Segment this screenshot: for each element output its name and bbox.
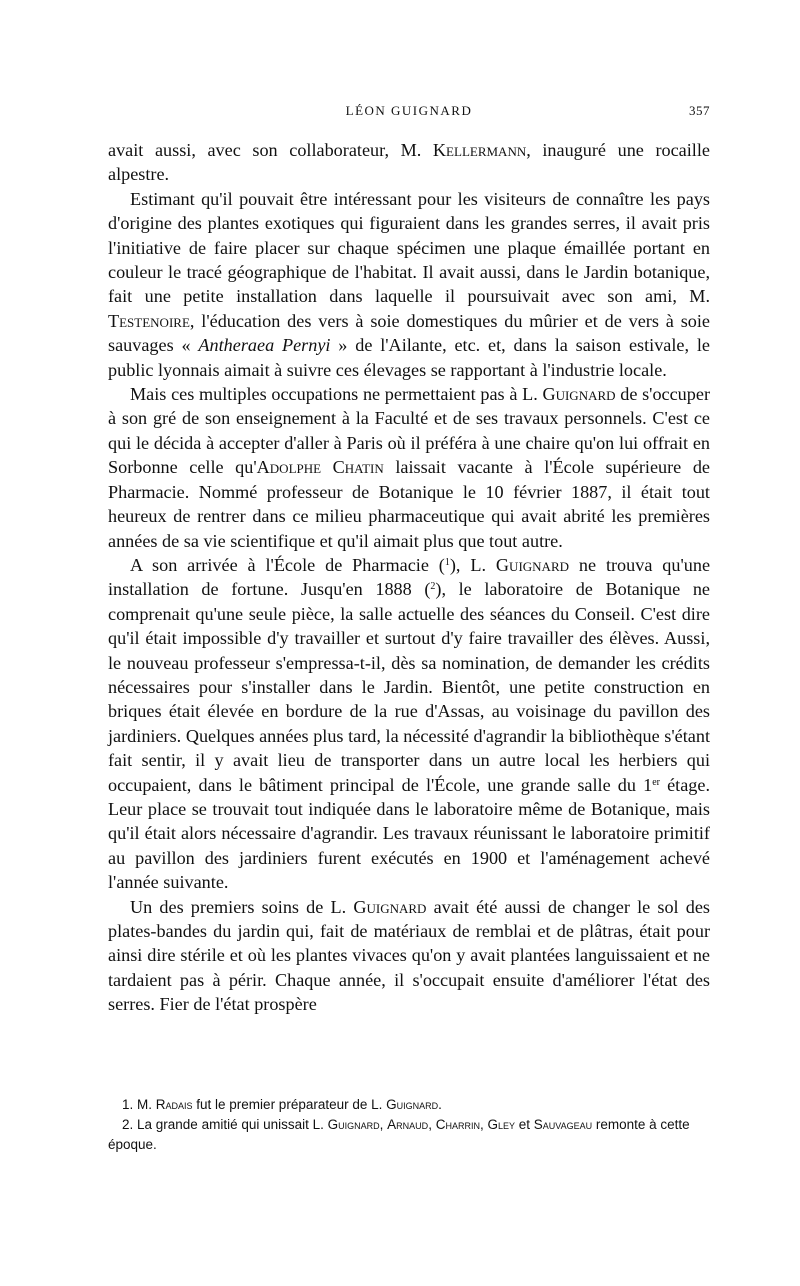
footnotes	[108, 1095, 710, 1155]
person-name: Guignard	[542, 384, 616, 405]
person-name: Guignard	[353, 896, 427, 917]
body-text	[108, 138, 710, 1017]
footnote-2: 2. La grande amitié qui unissait L. Guignard, Arnaud, Charrin, Gley et Sauvageau remonte à cette époque.	[108, 1117, 690, 1152]
person-name: Kellermann	[432, 140, 527, 160]
person-name: Testenoire	[108, 310, 190, 331]
ordinal-superscript: er	[652, 776, 660, 788]
footnote-1: 1. M. Radais fut le premier préparateur de L. Guignard.	[122, 1097, 442, 1112]
page-number: 357	[689, 103, 710, 118]
footnote-ref-2: 2	[430, 581, 436, 593]
paragraph-3: Mais ces multiples occupations ne permettaient pas à L. Guignard de s'occuper à son gré de son enseignement à la Faculté et de ses travaux personnels. C'est ce qui le décida à accepter d'aller à Paris où il préféra à une chaire qu'on lui offrait en Sorbonne celle qu'Adolphe Chatin laissait vacante à l'École supérieure de Pharmacie. Nommé professeur de Botanique le 10 février 1887, il était tout heureux de rentrer dans ce milieu pharmaceutique qui avait abrité les premières années de sa vie scientifique et qu'il aimait plus que tout autre.	[108, 384, 710, 551]
paragraph-2: Estimant qu'il pouvait être intéressant pour les visiteurs de connaître les pays d'origine des plantes exotiques qui figuraient dans les grandes serres, il avait pris l'initiative de faire placer sur chaque spécimen une plaque émaillée portant en couleur le tracé géographique de l'habitat. Il avait aussi, dans le Jardin botanique, fait une petite installation dans laquelle il poursuivait avec son ami, M. Testenoire, l'éducation des vers à soie domestiques du mûrier et de vers à soie sauvages « Antheraea Pernyi » de l'Ailante, etc. et, dans la saison estivale, le public lyonnais aimait à suivre ces élevages se rapportant à l'industrie locale.	[108, 188, 710, 380]
person-name: Guignard	[495, 554, 569, 575]
footnote-ref-1: 1	[444, 556, 450, 568]
person-name: Adolphe Chatin	[256, 457, 384, 478]
paragraph-4: A son arrivée à l'École de Pharmacie ($^1$), L. Guignard ne trouva qu'une installation de fortune. Jusqu'en 1888 ($^2$), le laboratoire de Botanique ne comprenait qu'une seule pièce, la salle actuelle des séances du Conseil. C'est dire qu'il était impossible d'y travailler et surtout d'y faire travailler des élèves. Aussi, le nouveau professeur s'empressa-t-il, dès sa nomination, de demander les crédits nécessaires pour s'installer dans le Jardin. Bientôt, une petite construction en briques était élevée en bordure de la rue d'Assas, au voisinage du pavillon des jardiniers. Quelques années plus tard, la nécessité d'agrandir la bibliothèque s'étant fait sentir, il y avait lieu de transporter dans un autre local les herbiers qui occupaient, dans le bâtiment principal de l'École, une grande salle du 1er étage. Leur place se trouvait tout indiquée dans le laboratoire même de Botanique, mais qu'il était alors nécessaire d'agrandir. Les travaux réunissant le laboratoire primitif au pavillon des jardiniers furent exécutés en 1900 et l'aménagement achevé l'année suivante.	[108, 554, 711, 893]
running-head	[108, 103, 710, 123]
running-head-title: LÉON GUIGNARD	[345, 103, 473, 118]
species-name: Antheraea Pernyi	[198, 335, 331, 356]
paragraph-1: avait aussi, avec son collaborateur, M. Kellermann, inauguré une rocaille alpestre.	[108, 140, 710, 185]
paragraph-5: Un des premiers soins de L. Guignard avait été aussi de changer le sol des plates-bandes du jardin qui, fait de matériaux de remblai et de plâtras, était pour ainsi dire stérile et où les plantes vivaces qu'on y avait plantées languissaient et ne tardaient pas à périr. Chaque année, il s'occupait ensuite d'améliorer l'état des serres. Fier de l'état prospère	[108, 896, 711, 1015]
